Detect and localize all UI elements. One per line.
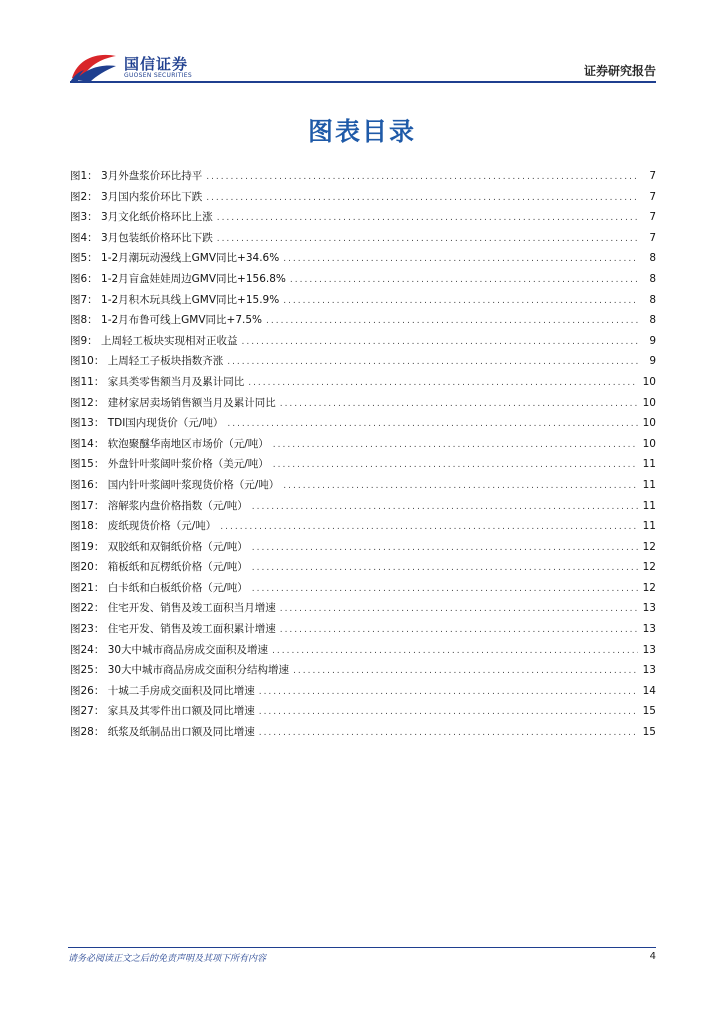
toc-entry-label: 图27： 家具及其零件出口额及同比增速 — [70, 705, 255, 718]
toc-entry[interactable] — [70, 642, 656, 663]
toc-entry[interactable] — [70, 600, 656, 621]
toc-entry-label: 图8： 1-2月布鲁可线上GMV同比+7.5% — [70, 314, 263, 327]
toc-dot-leader — [217, 213, 638, 223]
toc-dot-leader — [266, 316, 638, 326]
toc-entry[interactable] — [70, 498, 656, 519]
toc-entry-page: 10 — [642, 375, 656, 388]
toc-dot-leader — [252, 584, 638, 594]
toc-dot-leader — [242, 337, 638, 347]
toc-entry-page: 8 — [649, 314, 656, 327]
logo-text-en: GUOSEN SECURITIES — [124, 72, 193, 79]
table-of-figures — [70, 168, 656, 745]
toc-entry-page: 15 — [642, 705, 656, 718]
toc-dot-leader — [252, 543, 638, 553]
toc-entry-page: 13 — [642, 602, 656, 615]
toc-entry[interactable] — [70, 559, 656, 580]
toc-entry-page: 8 — [649, 252, 656, 265]
toc-entry-label: 图23： 住宅开发、销售及竣工面积累计增速 — [70, 623, 276, 636]
toc-entry-label: 图7： 1-2月积木玩具线上GMV同比+15.9% — [70, 293, 280, 306]
toc-dot-leader — [252, 502, 638, 512]
toc-dot-leader — [280, 625, 638, 635]
toc-dot-leader — [259, 728, 638, 738]
toc-dot-leader — [227, 357, 638, 367]
toc-entry[interactable] — [70, 662, 656, 683]
toc-dot-leader — [206, 172, 638, 182]
toc-entry[interactable] — [70, 230, 656, 251]
toc-dot-leader — [293, 666, 638, 676]
report-type-label: 证券研究报告 — [583, 64, 656, 78]
footer-divider — [68, 947, 656, 948]
toc-entry-label: 图18： 废纸现货价格（元/吨） — [70, 520, 217, 533]
header-divider — [70, 81, 656, 83]
toc-entry[interactable] — [70, 683, 656, 704]
guosen-logo-icon — [68, 50, 120, 84]
toc-entry[interactable] — [70, 724, 656, 745]
toc-entry-page: 12 — [642, 540, 656, 553]
toc-entry[interactable] — [70, 395, 656, 416]
toc-entry-label: 图28： 纸浆及纸制品出口额及同比增速 — [70, 726, 255, 739]
toc-entry-page: 8 — [649, 293, 656, 306]
toc-dot-leader — [280, 604, 638, 614]
toc-entry-page: 10 — [642, 396, 656, 409]
toc-dot-leader — [206, 193, 638, 203]
toc-entry-label: 图22： 住宅开发、销售及竣工面积当月增速 — [70, 602, 276, 615]
toc-entry[interactable] — [70, 168, 656, 189]
toc-entry-label: 图25： 30大中城市商品房成交面积分结构增速 — [70, 664, 290, 677]
toc-entry-label: 图10： 上周轻工子板块指数齐涨 — [70, 355, 224, 368]
toc-entry-page: 7 — [649, 190, 656, 203]
toc-entry-label: 图11： 家具类零售额当月及累计同比 — [70, 375, 245, 388]
toc-entry-page: 12 — [642, 581, 656, 594]
company-logo — [68, 50, 200, 84]
toc-dot-leader — [220, 522, 638, 532]
toc-entry-page: 8 — [649, 272, 656, 285]
toc-entry-page: 12 — [642, 561, 656, 574]
toc-dot-leader — [290, 275, 638, 285]
toc-entry-page: 14 — [642, 684, 656, 697]
toc-entry-page: 15 — [642, 726, 656, 739]
toc-entry-label: 图13： TDI国内现货价（元/吨） — [70, 417, 224, 430]
toc-entry[interactable] — [70, 312, 656, 333]
toc-entry-page: 7 — [649, 231, 656, 244]
toc-entry-label: 图15： 外盘针叶浆阔叶浆价格（美元/吨） — [70, 458, 269, 471]
page-title: 图表目录 — [307, 117, 416, 146]
toc-dot-leader — [280, 399, 638, 409]
toc-dot-leader — [248, 378, 638, 388]
page-number: 4 — [649, 951, 656, 962]
toc-entry-label: 图24： 30大中城市商品房成交面积及增速 — [70, 643, 269, 656]
toc-entry-label: 图12： 建材家居卖场销售额当月及累计同比 — [70, 396, 276, 409]
toc-entry[interactable] — [70, 374, 656, 395]
toc-entry-label: 图14： 软泡聚醚华南地区市场价（元/吨） — [70, 437, 269, 450]
toc-entry-page: 10 — [642, 437, 656, 450]
toc-entry-label: 图5： 1-2月潮玩动漫线上GMV同比+34.6% — [70, 252, 280, 265]
toc-entry-label: 图20： 箱板纸和瓦楞纸价格（元/吨） — [70, 561, 248, 574]
toc-dot-leader — [283, 481, 638, 491]
toc-dot-leader — [273, 460, 638, 470]
toc-entry-label: 图9： 上周轻工板块实现相对正收益 — [70, 334, 238, 347]
toc-entry[interactable] — [70, 271, 656, 292]
toc-entry-page: 11 — [642, 478, 656, 491]
toc-entry-label: 图1： 3月外盘浆价环比持平 — [70, 170, 203, 182]
toc-entry-page: 7 — [649, 211, 656, 224]
toc-entry[interactable] — [70, 333, 656, 354]
toc-entry[interactable] — [70, 353, 656, 374]
toc-dot-leader — [259, 707, 638, 717]
toc-entry-label: 图3： 3月文化纸价格环比上涨 — [70, 211, 213, 224]
toc-entry-page: 7 — [649, 170, 656, 182]
toc-entry-page: 13 — [642, 623, 656, 636]
toc-dot-leader — [252, 563, 638, 573]
page-header — [0, 0, 724, 90]
footer-disclaimer: 请务必阅读正文之后的免责声明及其项下所有内容 — [68, 954, 267, 964]
toc-dot-leader — [283, 254, 638, 264]
toc-entry[interactable] — [70, 518, 656, 539]
toc-dot-leader — [283, 296, 638, 306]
toc-entry[interactable] — [70, 456, 656, 477]
toc-entry-page: 9 — [649, 355, 656, 368]
toc-dot-leader — [217, 234, 638, 244]
toc-dot-leader — [272, 646, 638, 656]
toc-dot-leader — [259, 687, 638, 697]
toc-entry-page: 11 — [642, 520, 656, 533]
toc-entry-page: 13 — [642, 643, 656, 656]
toc-entry[interactable] — [70, 209, 656, 230]
toc-entry-label: 图17： 溶解浆内盘价格指数（元/吨） — [70, 499, 248, 512]
toc-entry-page: 10 — [642, 417, 656, 430]
toc-dot-leader — [273, 440, 638, 450]
toc-entry[interactable] — [70, 436, 656, 457]
toc-entry-label: 图6： 1-2月盲盒娃娃周边GMV同比+156.8% — [70, 272, 286, 285]
toc-dot-leader — [227, 419, 638, 429]
toc-entry-label: 图19： 双胶纸和双铜纸价格（元/吨） — [70, 540, 248, 553]
logo-text-cn: 国信证券 — [124, 55, 189, 73]
toc-entry[interactable] — [70, 415, 656, 436]
toc-entry-page: 11 — [642, 458, 656, 471]
toc-entry[interactable] — [70, 539, 656, 560]
toc-entry[interactable] — [70, 703, 656, 724]
toc-entry[interactable] — [70, 292, 656, 313]
toc-entry-page: 13 — [642, 664, 656, 677]
toc-entry-label: 图16： 国内针叶浆阔叶浆现货价格（元/吨） — [70, 478, 280, 491]
toc-entry-label: 图2： 3月国内浆价环比下跌 — [70, 190, 203, 203]
toc-entry-label: 图4： 3月包装纸价格环比下跌 — [70, 231, 213, 244]
toc-entry-label: 图26： 十城二手房成交面积及同比增速 — [70, 684, 255, 697]
toc-entry[interactable] — [70, 580, 656, 601]
toc-entry[interactable] — [70, 477, 656, 498]
toc-entry[interactable] — [70, 250, 656, 271]
toc-entry[interactable] — [70, 621, 656, 642]
toc-entry[interactable] — [70, 189, 656, 210]
toc-entry-label: 图21： 白卡纸和白板纸价格（元/吨） — [70, 581, 248, 594]
toc-entry-page: 9 — [649, 334, 656, 347]
toc-entry-page: 11 — [642, 499, 656, 512]
